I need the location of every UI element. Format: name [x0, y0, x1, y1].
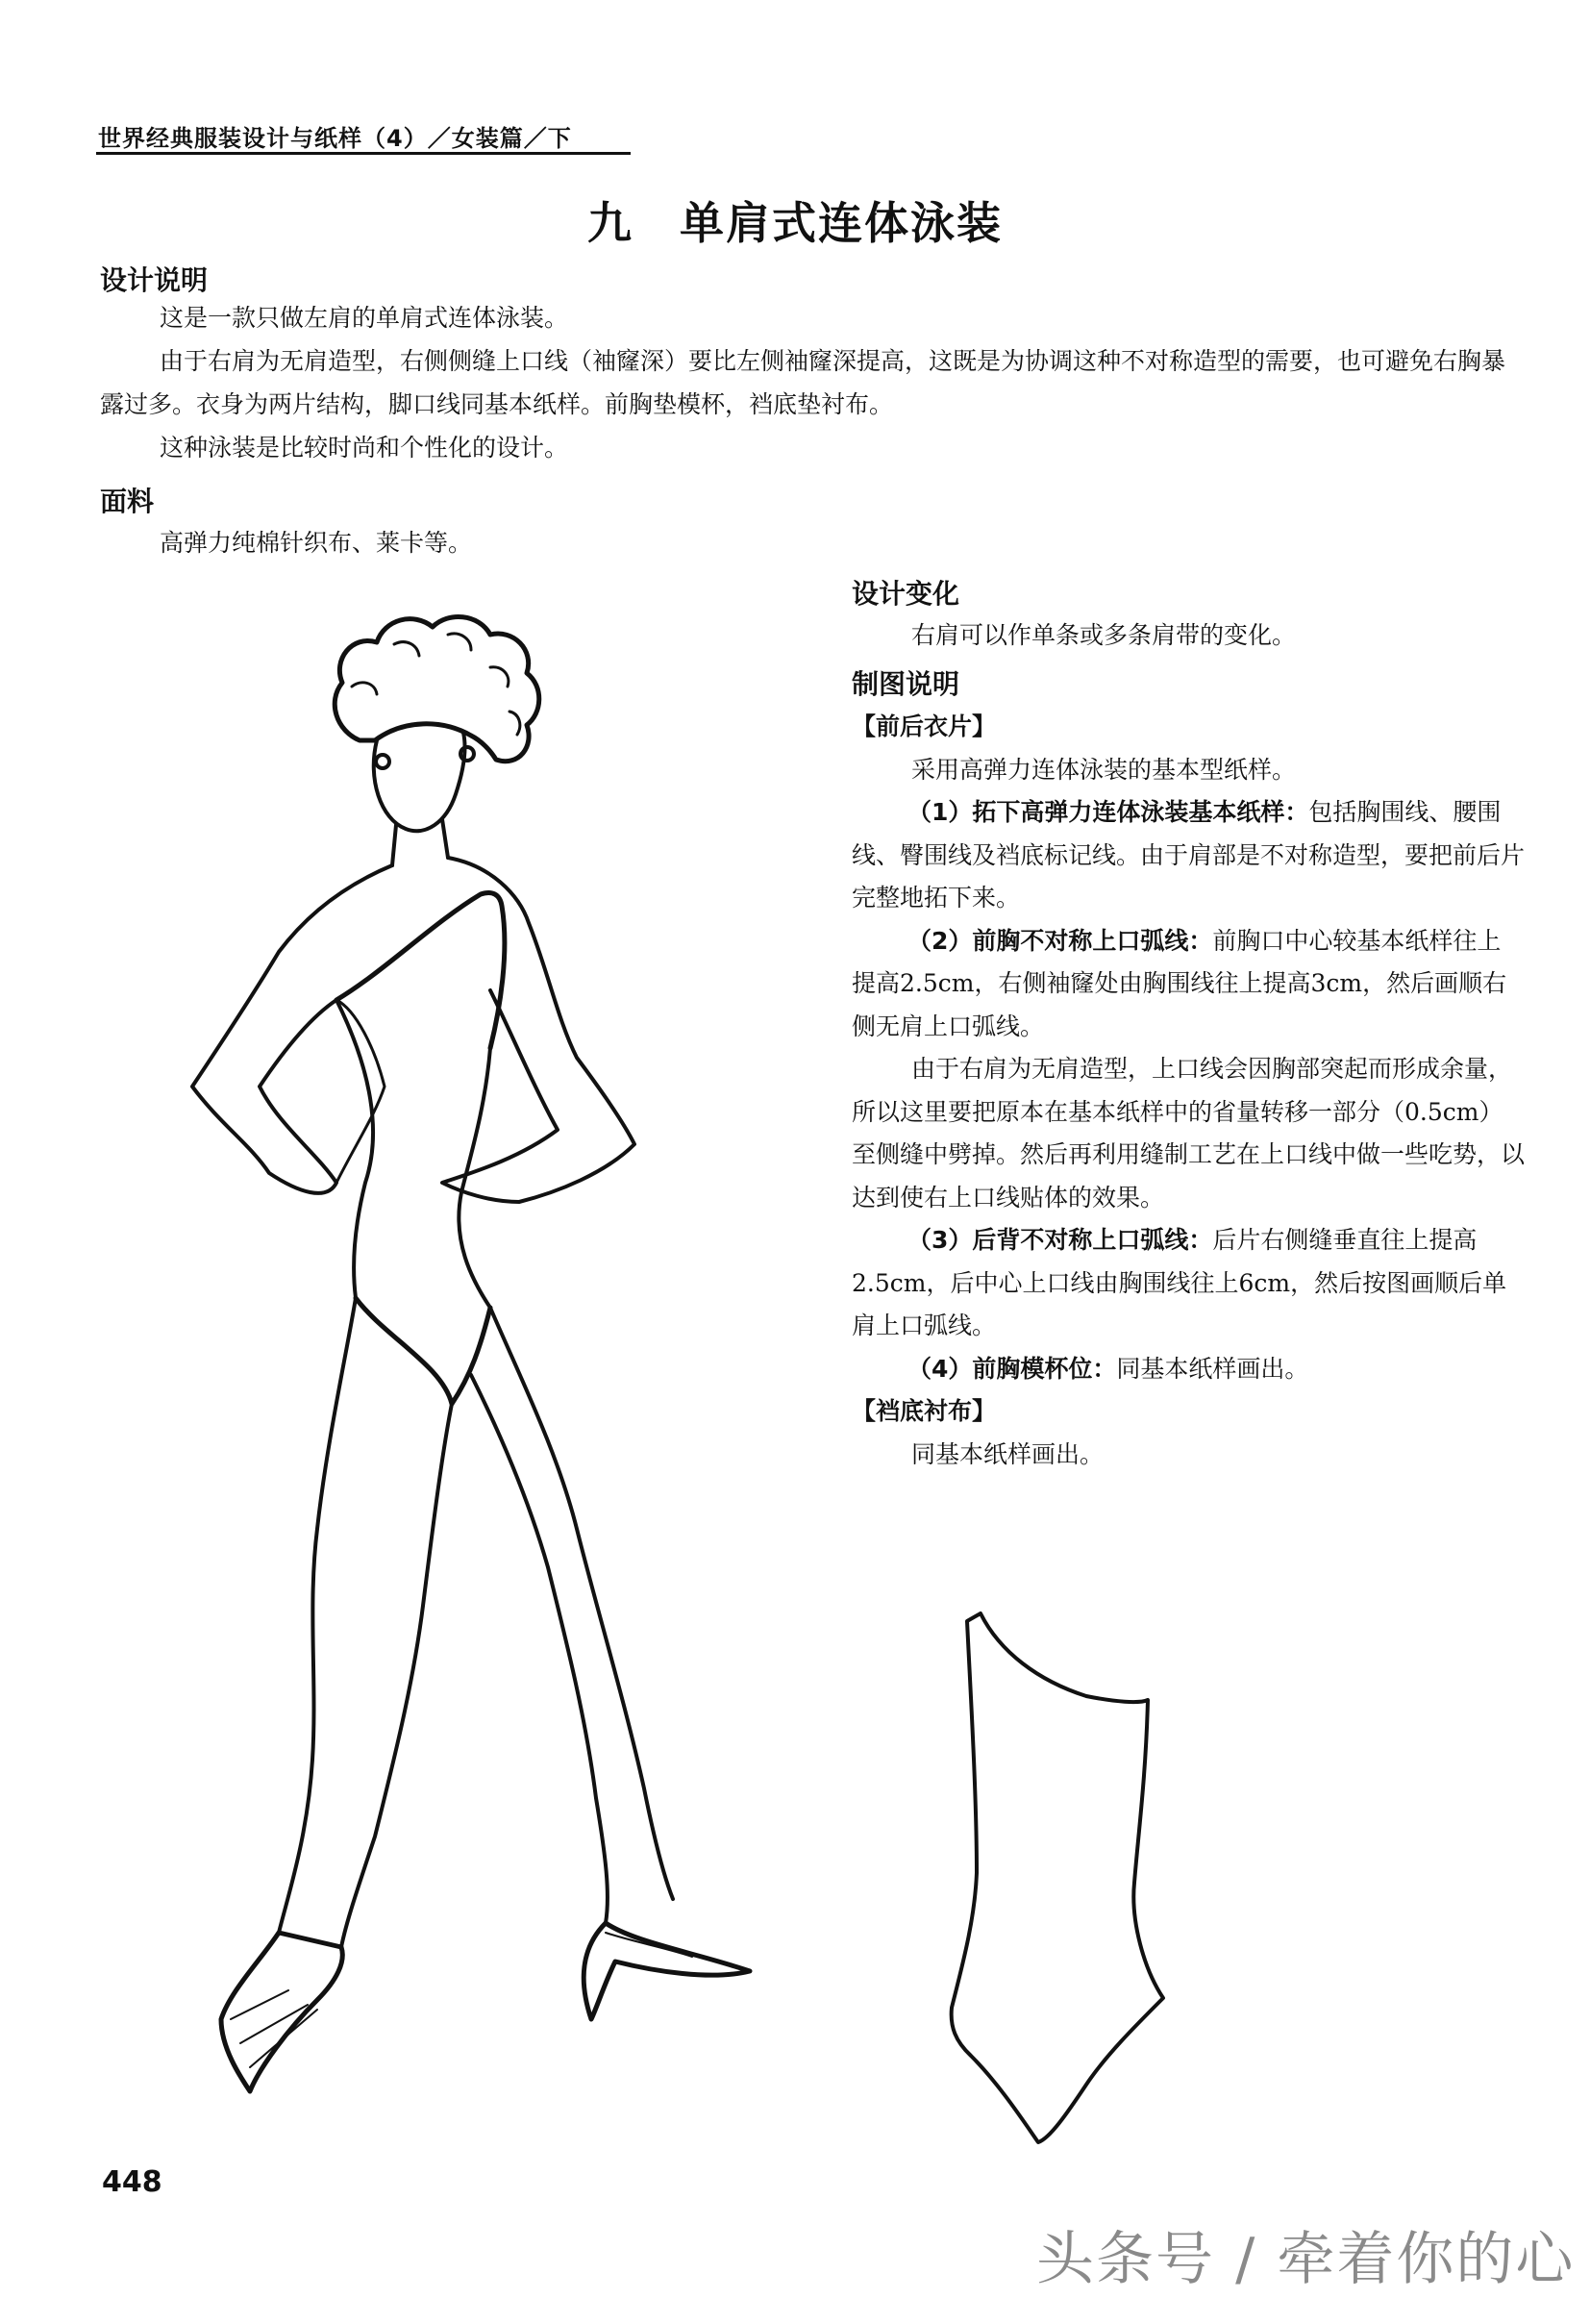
flat-swimsuit-sketch	[942, 1604, 1192, 2162]
drafting-step-text: 后片右侧缝垂直往上提高2.5cm，后中心上口线由胸围线往上6cm，然后按图画顺后单肩上口弧线。	[852, 1226, 1507, 1339]
gusset-heading: 【裆底衬布】	[852, 1397, 997, 1425]
drafting-step-text: 包括胸围线、腰围线、臀围线及裆底标记线。由于肩部是不对称造型，要把前后片完整地拓下来。	[852, 798, 1526, 912]
swimsuit-leg-opening	[356, 1298, 490, 1404]
drafting-step-text: 同基本纸样画出。	[1116, 1354, 1309, 1383]
design-variation-heading: 设计变化	[852, 578, 960, 610]
fabric-text: 高弹力纯棉针织布、莱卡等。	[160, 529, 473, 557]
design-variation-text: 右肩可以作单条或多条肩带的变化。	[911, 621, 1297, 649]
drafting-step	[852, 920, 1525, 1049]
page-number: 448	[102, 2165, 162, 2199]
design-description-heading: 设计说明	[100, 264, 209, 296]
drafting-body	[852, 706, 1525, 1476]
figure-left-leg	[279, 1298, 452, 1947]
drafting-step	[852, 1219, 1525, 1348]
front-back-intro: 采用高弹力连体泳装的基本型纸样。	[911, 755, 1297, 784]
page-title: 九 单肩式连体泳装	[587, 197, 1003, 249]
gusset-text: 同基本纸样画出。	[911, 1439, 1105, 1468]
design-description-paragraph: 这种泳装是比较时尚和个性化的设计。	[160, 434, 569, 462]
figure-face	[374, 733, 465, 831]
figure-illustration	[154, 606, 846, 2115]
design-description-paragraph: 这是一款只做左肩的单肩式连体泳装。	[160, 304, 569, 332]
drafting-step-text: 前胸口中心较基本纸样往上提高2.5cm，右侧袖窿处由胸围线往上提高3cm，然后画顺右侧无肩上口弧线。	[852, 926, 1507, 1040]
drafting-step-label: （4）前胸模杯位：	[907, 1354, 1117, 1383]
front-back-heading: 【前后衣片】	[852, 712, 997, 740]
figure-left-shoe	[221, 1933, 342, 2091]
figure-right-leg	[471, 1308, 673, 1923]
header-rule	[96, 152, 631, 155]
flat-swimsuit-outline	[952, 1613, 1163, 2142]
running-header: 世界经典服装设计与纸样（4）／女装篇／下	[98, 125, 572, 152]
design-description-body	[100, 296, 1513, 469]
drafting-step	[852, 1048, 1525, 1219]
figure-hair	[335, 617, 539, 762]
drafting-heading: 制图说明	[852, 668, 960, 700]
swimsuit-right-side	[459, 1048, 490, 1308]
fabric-heading: 面料	[100, 486, 155, 517]
swimsuit-top-edge	[336, 893, 505, 1049]
earring-right	[460, 747, 474, 761]
drafting-step-label: （3）后背不对称上口弧线：	[907, 1226, 1213, 1254]
figure-right-shoe	[584, 1923, 750, 2019]
drafting-step-text: 由于右肩为无肩造型，上口线会因胸部突起而形成余量，所以这里要把原本在基本纸样中的省量转移一部分（0.5cm）至侧缝中劈掉。然后再利用缝制工艺在上口线中做一些吃势，以达到使右上口线贴体的效果。	[852, 1055, 1526, 1212]
drafting-step	[852, 791, 1525, 920]
drafting-step-label: （2）前胸不对称上口弧线：	[907, 926, 1213, 955]
drafting-step	[852, 1348, 1525, 1391]
watermark: 头条号 / 牵着你的心	[1036, 2226, 1576, 2293]
earring-left	[376, 755, 389, 768]
design-description-paragraph: 由于右肩为无肩造型，右侧侧缝上口线（袖窿深）要比左侧袖窿深提高，这既是为协调这种不对称造型的需要，也可避免右胸暴露过多。衣身为两片结构，脚口线同基本纸样。前胸垫模杯，裆底垫衬布。	[100, 347, 1506, 418]
drafting-step-label: （1）拓下高弹力连体泳装基本纸样：	[907, 798, 1309, 826]
